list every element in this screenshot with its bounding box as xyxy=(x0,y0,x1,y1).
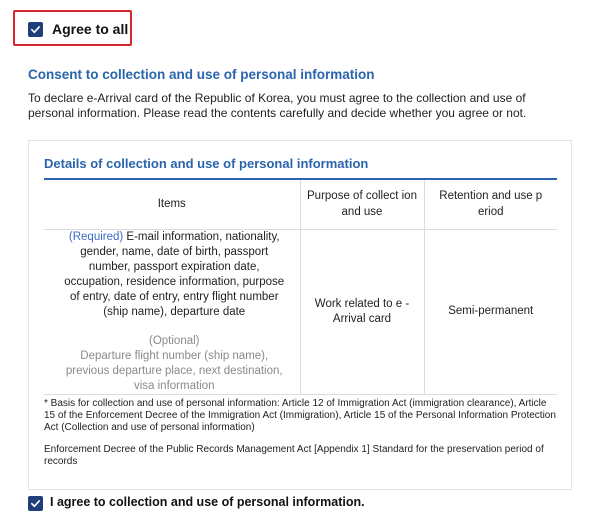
agree-all-label[interactable]: Agree to all xyxy=(52,21,129,37)
agree-all-highlight xyxy=(13,10,132,46)
consent-title: Consent to collection and use of personal information xyxy=(28,67,375,82)
agree-all-checkbox[interactable] xyxy=(28,22,43,37)
legal-basis-note: * Basis for collection and use of personal information: Article 12 of Immigration Act (immigration clearance), Article 15 of the Enforcement Decree of the Immigration Act (Immigration), Article 15 of the Personal Information Protection Act (Collection and use of personal information) xyxy=(44,398,556,433)
required-tag: (Required) xyxy=(68,230,124,243)
details-title: Details of collection and use of personal information xyxy=(44,156,369,171)
required-text: E-mail information, nationality, gender, name, date of birth, passport number, passport expiration date, occupation, residence information, purpose of entry, date of entry, entry flight number (ship name), departure date xyxy=(64,230,285,318)
header-purpose: Purpose of collect ion and use xyxy=(300,179,424,229)
header-items: Items xyxy=(44,179,300,229)
header-retention: Retention and use p eriod xyxy=(424,179,557,229)
details-table xyxy=(44,178,557,395)
optional-items xyxy=(59,334,290,394)
consent-description: To declare e-Arrival card of the Republic of Korea, you must agree to the collection and use of personal information. Please read the contents carefully and decide whether you agree or not. xyxy=(28,91,527,120)
enforcement-note: Enforcement Decree of the Public Records Management Act [Appendix 1] Standard for the preservation period of records xyxy=(44,444,544,467)
agree-personal-label[interactable]: I agree to collection and use of personal information. xyxy=(50,495,365,509)
retention-cell: Semi-permanent xyxy=(424,229,557,394)
purpose-cell: Work related to e -Arrival card xyxy=(300,229,424,394)
agree-personal-checkbox[interactable] xyxy=(28,496,43,511)
items-cell xyxy=(44,229,300,394)
table-header-row xyxy=(44,179,557,229)
optional-text: Departure flight number (ship name), previous departure place, next destination, visa information xyxy=(65,349,283,392)
table-row xyxy=(44,229,557,394)
details-panel xyxy=(28,140,572,490)
required-items xyxy=(59,230,290,320)
checkmark-icon xyxy=(30,498,41,509)
optional-tag: (Optional) xyxy=(149,334,200,347)
checkmark-icon xyxy=(30,24,41,35)
